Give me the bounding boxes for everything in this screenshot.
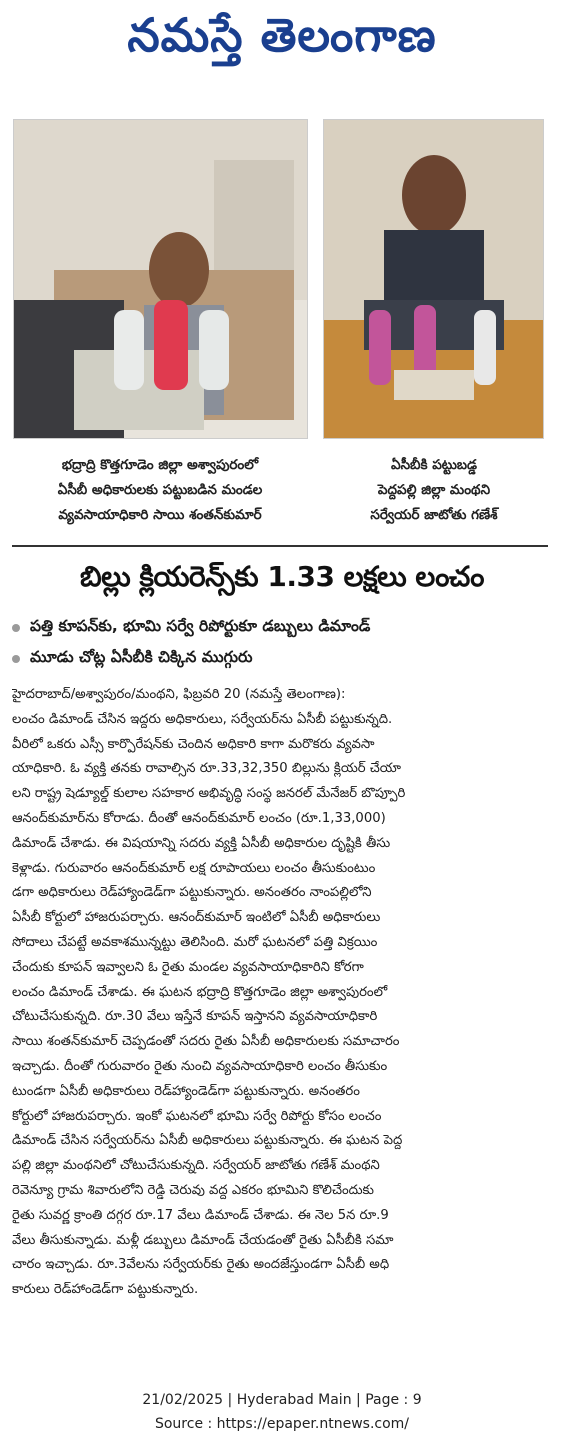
body-line: యాధికారి. ఓ వ్యక్తి తనకు రావాల్సిన రూ.33,32,350 బిల్లును క్లియర్ చేయా [12,761,402,777]
caption-line: పెద్దపల్లి జిల్లా మంథని [377,482,491,498]
footer-source: Source : https://epaper.ntnews.com/ [154,1416,410,1432]
body-line: చారం ఇచ్చాడు. రూ.3వేలను సర్వేయర్‌కు రైతు అందజేస్తుండగా ఏసీబీ అధి [12,1257,390,1273]
body-line: డిమాండ్ చేశాడు. ఈ విషయాన్ని సదరు వ్యక్తి ఏసీబీ అధికారుల దృష్టికి తీసు [12,835,391,851]
body-line: లంచం డిమాండ్ చేసిన ఇద్దరు అధికారులు, సర్వేయర్‌ను ఏసీబీ పట్టుకున్నది. [12,711,393,727]
caption-line: ఏసీబీకి పట్టుబడ్డ [390,457,478,473]
photo-right-caption [320,453,548,528]
caption-line: సర్వేయర్ జాటోతు గణేశ్ [370,507,498,523]
body-line: చేందుకు కూపన్ ఇవ్వాలని ఓ రైతు మండల వ్యవసాయాధికారిని కోరగా [12,959,364,975]
body-line: డగా అధికారులు రెడ్‌హ్యాండెడ్‌గా పట్టుకున్నారు. అనంతరం నాంపల్లిలోని [12,885,372,901]
body-line: లంచం డిమాండ్ చేశాడు. ఈ ఘటన భద్రాద్రి కొత్తగూడెం జిల్లా అశ్వాపురంలో [12,984,388,1000]
bullet-dot-icon [12,624,20,632]
photo-right-image [324,120,543,438]
body-line: వేలు తీసుకున్నాడు. మళ్లీ డబ్బులు డిమాండ్ చేయడంతో రైతు ఏసీబీకి సమా [12,1232,394,1248]
body-line: ఇచ్చాడు. దీంతో గురువారం రైతు నుంచి వ్యవసాయాధికారి లంచం తీసుకుం [12,1058,388,1074]
caption-line: ఏసీబీ అధికారులకు పట్టుబడిన మండల [57,482,263,498]
body-line: టుండగా ఏసీబీ అధికారులు రెడ్‌హ్యాండెడ్‌గా పట్టుకున్నారు. అనంతరం [12,1083,360,1099]
bullet-text: మూడు చోట్ల ఏసీబీకి చిక్కిన ముగ్గురు [30,648,253,666]
photo-left-image [14,120,307,438]
body-line: కెళ్లాడు. గురువారం ఆనంద్‌కుమార్ లక్ష రూపాయలు లంచం తీసుకుంటుం [12,860,376,876]
body-line: సాయి శంతన్‌కుమార్ చెప్పడంతో సదరు రైతు ఏసీబీ అధికారులకు సమాచారం [12,1034,400,1050]
body-line: లని రాష్ట్ర షెడ్యూల్డ్ కులాల సహకార అభివృద్ధి సంస్థ జనరల్ మేనేజర్ బొప్పూరి [12,786,406,802]
photo-left [13,119,308,439]
photo-left-caption [10,453,310,528]
body-line: రెవెన్యూ గ్రామ శివారులోని రెడ్డి చెరువు వద్ద ఎకరం భూమిని కొలిచేందుకు [12,1182,374,1198]
masthead-title: నమస్తే తెలంగాణ [127,8,437,62]
body-line: కోర్టులో హాజరుపర్చారు. ఇంకో ఘటనలో భూమి సర్వే రిపోర్టు కోసం లంచం [12,1108,382,1124]
body-line: కారులు రెడ్‌హాండెడ్‌గా పట్టుకున్నారు. [12,1282,199,1298]
footer-date-edition: 21/02/2025 | Hyderabad Main | Page : 9 [142,1392,422,1408]
masthead [0,0,564,82]
bullet-item [12,648,253,670]
body-line: చోటుచేసుకున్నది. రూ.30 వేలు ఇస్తేనే కూపన్ ఇస్తానని వ్యవసాయాధికారి [12,1009,378,1025]
article-body [12,683,542,1303]
body-line: ఆనంద్‌కుమార్‌ను కోరాడు. దీంతో ఆనంద్‌కుమార్ లంచం (రూ.1,33,000) [12,810,386,826]
photo-right [323,119,544,439]
bullet-item [12,617,370,639]
body-line: రైతు సువర్ణ క్రాంతి దగ్గర రూ.17 వేలు డిమాండ్ చేశాడు. ఈ నెల 5న రూ.9 [12,1207,389,1223]
bullet-dot-icon [12,655,20,663]
caption-line: భద్రాద్రి కొత్తగూడెం జిల్లా అశ్వాపురంలో [61,457,259,473]
article-headline: బిల్లు క్లియరెన్స్‌కు 1.33 లక్షలు లంచం [80,560,484,593]
caption-line: వ్యవసాయాధికారి సాయి శంతన్‌కుమార్ [58,507,262,523]
body-line: డిమాండ్ చేసిన సర్వేయర్‌ను ఏసీబీ అధికారులు పట్టుకున్నారు. ఈ ఘటన పెద్ద [12,1133,403,1149]
divider [12,545,548,547]
body-line: వీరిలో ఒకరు ఎస్సీ కార్పొరేషన్‌కు చెందిన అధికారి కాగా మరొకరు వ్యవసా [12,736,375,752]
bullet-text: పత్తి కూపన్‌కు, భూమి సర్వే రిపోర్టుకూ డబ్బులు డిమాండ్ [30,617,371,635]
body-line: సోదాలు చేపట్టే అవకాశమున్నట్టు తెలిసింది. మరో ఘటనలో పత్తి విక్రయిం [12,934,378,950]
body-line: ఏసీబీ కోర్టులో హాజరుపర్చారు. ఆనంద్‌కుమార్ ఇంటిలో ఏసీబీ అధికారులు [12,910,381,926]
body-line: హైదరాబాద్/అశ్వాపురం/మంథని, ఫిబ్రవరి 20 (నమస్తే తెలంగాణ): [12,687,346,702]
body-line: పల్లి జిల్లా మంథనిలో చోటుచేసుకున్నది. సర్వేయర్ జాటోతు గణేశ్ మంథని [12,1158,380,1174]
